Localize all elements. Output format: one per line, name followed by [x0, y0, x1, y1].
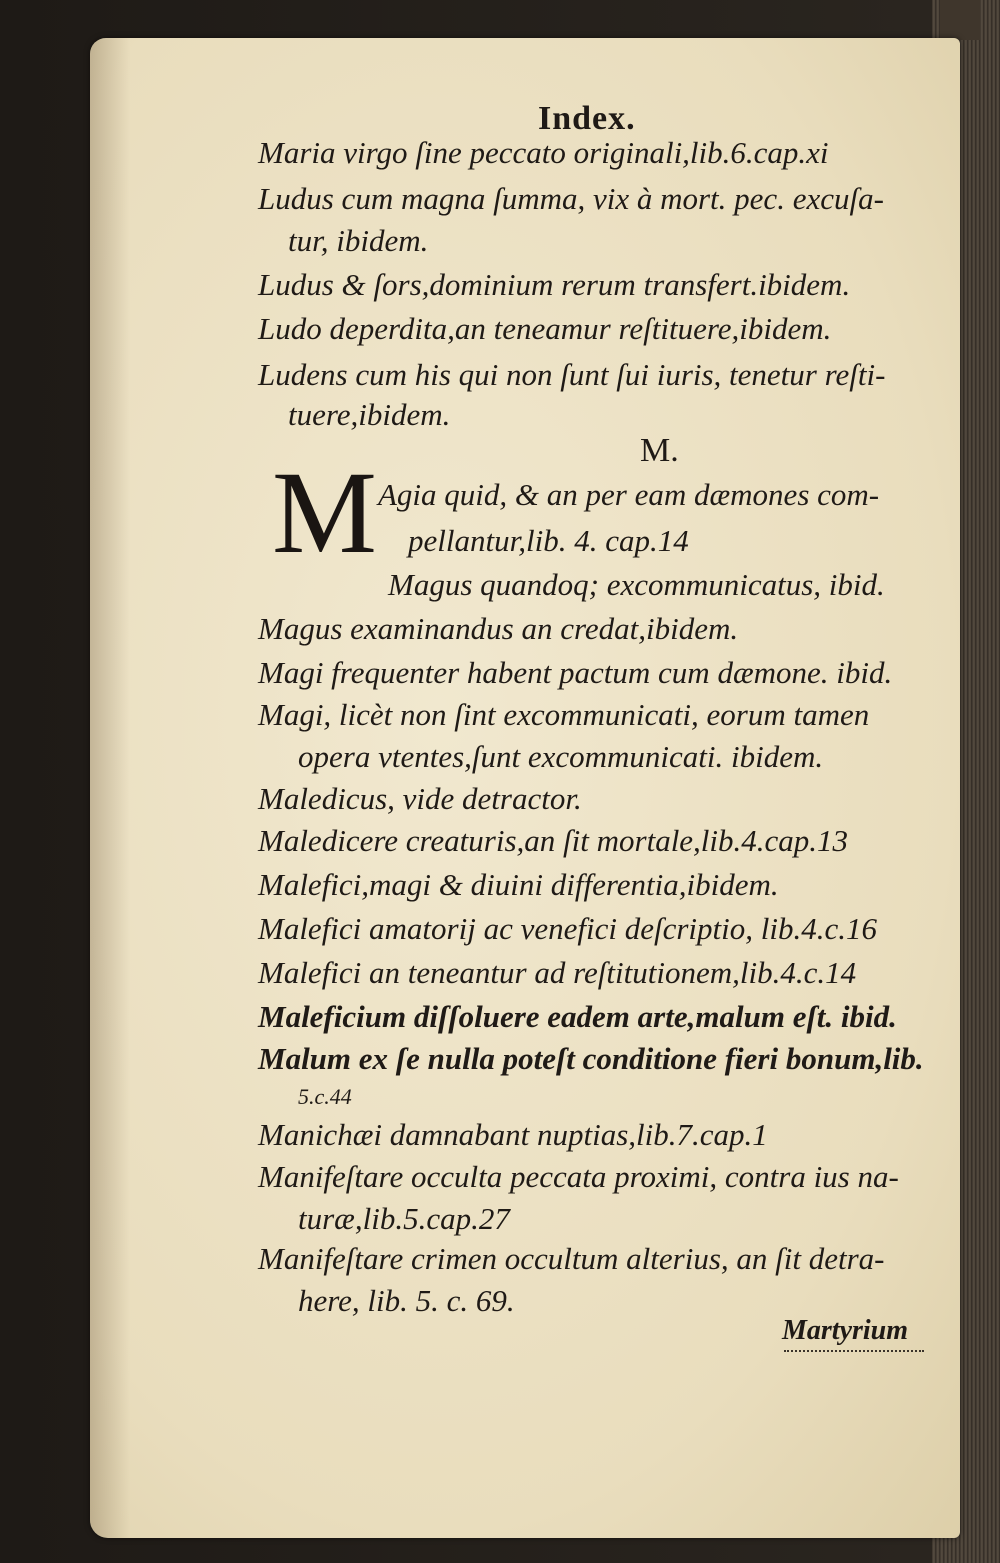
index-line: turæ,lib.5.cap.27 — [298, 1201, 510, 1236]
page-text — [90, 0, 960, 1500]
index-line: tuere,ibidem. — [288, 397, 451, 432]
index-line: Maledicus, vide detractor. — [258, 781, 582, 816]
index-line: Magus examinandus an credat,ibidem. — [258, 611, 739, 646]
index-line: Manifeſtare crimen occultum alterius, an ſit detra- — [258, 1241, 885, 1276]
index-line: Malum ex ſe nulla poteſt conditione fieri bonum,lib. — [258, 1041, 924, 1076]
index-line: Magi, licèt non ſint excommunicati, eorum tamen — [258, 697, 870, 732]
index-line: Ludus cum magna ſumma, vix à mort. pec. excuſa- — [258, 181, 884, 216]
drop-cap: M — [272, 447, 377, 578]
index-line: Magi frequenter habent pactum cum dæmone. ibid. — [258, 655, 893, 690]
index-line: opera vtentes,ſunt excommunicati. ibidem. — [298, 739, 824, 774]
index-line: pellantur,lib. 4. cap.14 — [408, 523, 689, 558]
index-line: 5.c.44 — [298, 1084, 352, 1109]
index-line: Maleficium diſſoluere eadem arte,malum eſt. ibid. — [258, 999, 897, 1034]
index-line: Maledicere creaturis,an ſit mortale,lib.4.cap.13 — [258, 823, 849, 858]
index-line: Magus quandoq; excommunicatus, ibid. — [388, 567, 885, 602]
catchword-rule — [784, 1350, 924, 1352]
index-line: Ludo deperdita,an teneamur reſtituere,ibidem. — [258, 311, 832, 346]
index-line: Manifeſtare occulta peccata proximi, contra ius na- — [258, 1159, 899, 1194]
catchword: Martyrium — [782, 1315, 909, 1346]
index-line: Malefici amatorij ac venefici deſcriptio, lib.4.c.16 — [258, 911, 877, 946]
index-line: tur, ibidem. — [288, 223, 429, 258]
index-line: Ludens cum his qui non ſunt ſui iuris, tenetur reſti- — [258, 357, 886, 392]
index-line: Ludus & ſors,dominium rerum transfert.ibidem. — [258, 267, 851, 302]
running-head: Index. — [538, 100, 636, 137]
index-line: Manichæi damnabant nuptias,lib.7.cap.1 — [258, 1117, 768, 1152]
index-line: here, lib. 5. c. 69. — [298, 1283, 515, 1318]
index-line: Malefici,magi & diuini differentia,ibidem. — [258, 867, 779, 902]
section-letter: M. — [640, 432, 679, 469]
index-line: Maria virgo ſine peccato originali,lib.6.cap.xi — [258, 135, 829, 170]
index-line: Malefici an teneantur ad reſtitutionem,lib.4.c.14 — [258, 955, 857, 990]
index-line: Agia quid, & an per eam dæmones com- — [378, 477, 880, 512]
